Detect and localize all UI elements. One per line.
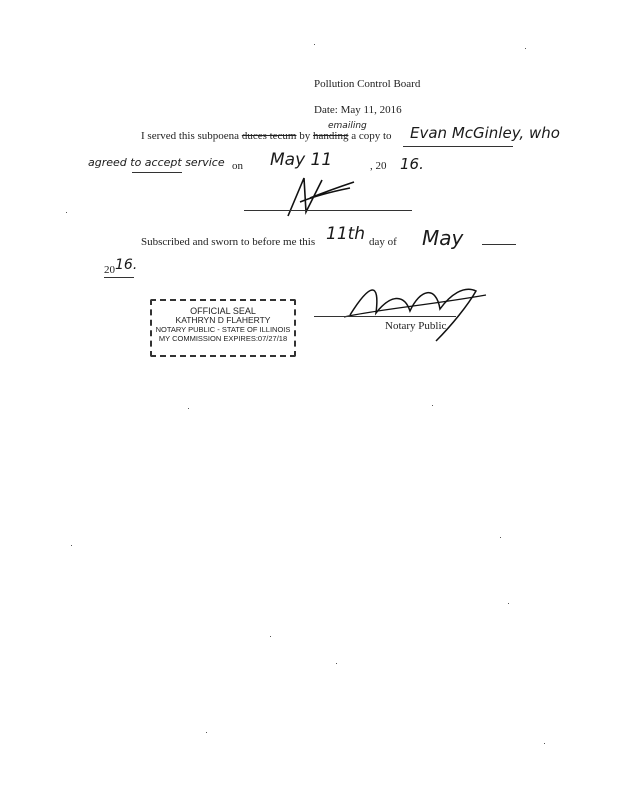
notary-signature — [340, 275, 490, 345]
notary-signature-line — [314, 316, 456, 317]
recipient-underline — [403, 146, 513, 147]
continuation-handwritten: agreed to accept service — [88, 156, 225, 169]
scan-speck — [336, 663, 337, 664]
scan-speck — [525, 48, 526, 49]
scan-speck — [432, 405, 433, 406]
server-signature — [270, 172, 390, 222]
scan-speck — [270, 636, 271, 637]
subscribed-month-line — [482, 244, 516, 245]
struck-words: duces tecum — [241, 130, 297, 142]
seal-line-2: KATHRYN D FLAHERTY — [175, 315, 271, 325]
service-prefix: I served this subpoena — [141, 130, 240, 142]
scan-speck — [544, 743, 545, 744]
seal-line-1: OFFICIAL SEAL — [190, 306, 256, 316]
continuation-underline — [132, 172, 182, 173]
scan-speck — [66, 212, 67, 213]
scan-speck — [188, 408, 189, 409]
scan-speck — [206, 732, 207, 733]
seal-line-3: NOTARY PUBLIC - STATE OF ILLINOIS — [155, 325, 291, 334]
service-by: by — [299, 130, 311, 142]
server-signature-line — [244, 210, 412, 211]
service-date-handwritten: May 11 — [270, 150, 333, 170]
struck-method: handing — [313, 130, 349, 142]
subscribed-day-of: day of — [369, 236, 397, 248]
service-copy-to: a copy to — [351, 130, 392, 142]
inserted-method-handwritten: emailing — [328, 121, 367, 131]
subscribed-month-handwritten: May — [422, 226, 464, 250]
subscribed-text: Subscribed and sworn to before me this — [141, 236, 316, 248]
notary-public-label: Notary Public — [385, 320, 447, 332]
subscribed-year-handwritten: 16. — [115, 257, 138, 273]
scan-speck — [71, 545, 72, 546]
seal-line-4: MY COMMISSION EXPIRES:07/27/18 — [158, 334, 288, 343]
scan-speck — [314, 44, 315, 45]
service-on: on — [232, 160, 243, 172]
board-name: Pollution Control Board — [314, 78, 421, 90]
subscribed-year-prefix: 20 — [104, 264, 115, 276]
subscribed-year-underline — [104, 277, 134, 278]
subscribed-day-handwritten: 11th — [326, 224, 366, 244]
scan-speck — [508, 603, 509, 604]
official-seal-stamp — [150, 299, 296, 357]
document-date: Date: May 11, 2016 — [314, 104, 402, 116]
service-year-handwritten: 16. — [400, 155, 424, 173]
scan-speck — [500, 537, 501, 538]
service-sentence — [141, 130, 392, 142]
recipient-handwritten: Evan McGinley, who — [410, 124, 560, 142]
service-year-prefix: , 20 — [370, 160, 387, 172]
